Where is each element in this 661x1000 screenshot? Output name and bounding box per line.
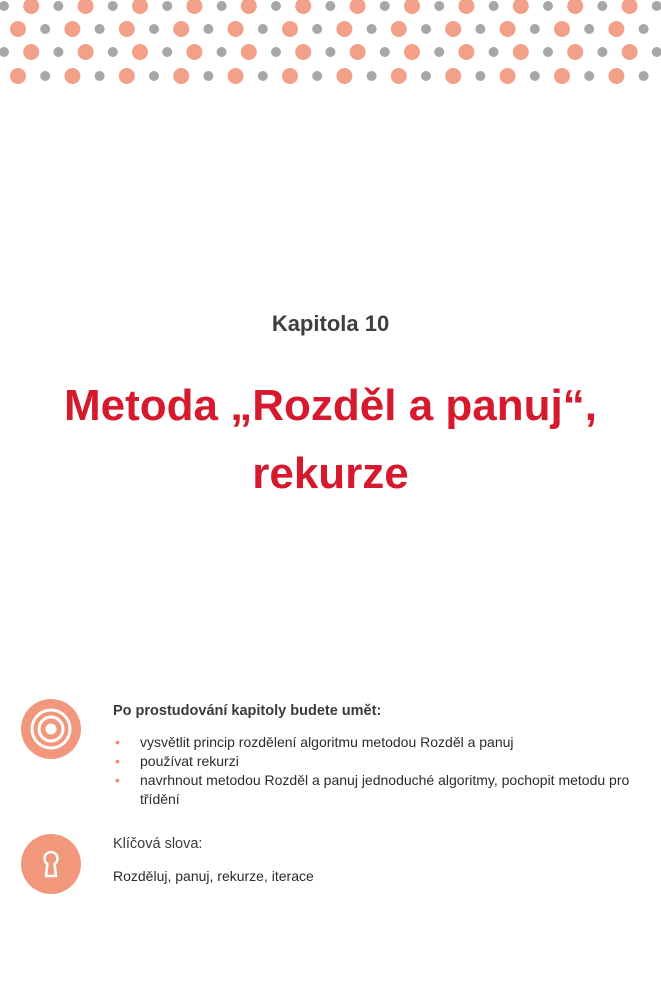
chapter-label: Kapitola 10 [271, 311, 390, 336]
decorative-dot [295, 44, 311, 60]
decorative-dot [597, 1, 607, 11]
keyhole-icon [21, 834, 81, 894]
decorative-dot [95, 71, 105, 81]
decorative-dot [282, 68, 298, 84]
decorative-dot [23, 0, 39, 14]
decorative-dot [391, 68, 407, 84]
decorative-dot [458, 44, 474, 60]
target-icon [21, 699, 81, 759]
decorative-dot [445, 68, 461, 84]
decorative-dot [622, 44, 638, 60]
decorative-dot [608, 68, 624, 84]
decorative-dot [530, 71, 540, 81]
decorative-dot [513, 44, 529, 60]
decorative-dot [500, 68, 516, 84]
decorative-dot [639, 24, 649, 34]
decorative-dot [203, 71, 213, 81]
decorative-dot [350, 0, 366, 14]
decorative-dot [554, 21, 570, 37]
decorative-dot [458, 0, 474, 14]
decorative-dot [271, 1, 281, 11]
chapter-title-line-2: rekurze [252, 449, 409, 498]
decorative-dot [108, 47, 118, 57]
decorative-dot [489, 47, 499, 57]
decorative-dot [543, 47, 553, 57]
decorative-dot [64, 21, 80, 37]
keywords-text: Rozděluj, panuj, rekurze, iterace [113, 868, 314, 884]
decorative-dot [258, 71, 268, 81]
decorative-dot [162, 1, 172, 11]
decorative-dot [78, 0, 94, 14]
decorative-dot [173, 21, 189, 37]
decorative-dot [64, 68, 80, 84]
decorative-dot [584, 24, 594, 34]
objectives-list [113, 733, 633, 809]
decorative-dot [434, 47, 444, 57]
decorative-dot [350, 44, 366, 60]
decorative-dot [543, 1, 553, 11]
decorative-dot [78, 44, 94, 60]
decorative-dot [597, 47, 607, 57]
decorative-dot [132, 0, 148, 14]
chapter-title-line-1: Metoda „Rozděl a panuj“, [64, 381, 597, 430]
decorative-dot [404, 0, 420, 14]
decorative-dot [228, 68, 244, 84]
decorative-dot [336, 21, 352, 37]
decorative-dot [554, 68, 570, 84]
decorative-dot [23, 44, 39, 60]
decorative-dot [10, 68, 26, 84]
decorative-dot [108, 1, 118, 11]
decorative-dot [608, 21, 624, 37]
list-item [113, 771, 633, 809]
decorative-dot [173, 68, 189, 84]
keywords-heading: Klíčová slova: [113, 836, 203, 852]
decorative-dot [391, 21, 407, 37]
decorative-dot [271, 47, 281, 57]
bullet-marker: • [115, 772, 120, 788]
decorative-dot [434, 1, 444, 11]
decorative-dot [149, 24, 159, 34]
decorative-dot [203, 24, 213, 34]
list-item [113, 752, 633, 771]
decorative-dot [652, 47, 661, 57]
decorative-dot [10, 21, 26, 37]
decorative-dot [119, 21, 135, 37]
decorative-dot [367, 24, 377, 34]
decorative-dot [312, 71, 322, 81]
decorative-dot [367, 71, 377, 81]
chapter-title [0, 372, 661, 508]
decorative-dot [0, 47, 9, 57]
decorative-dot [584, 71, 594, 81]
decorative-dot [475, 24, 485, 34]
decorative-dot [312, 24, 322, 34]
objective-text: navrhnout metodou Rozděl a panuj jednoduché algoritmy, pochopit metodu pro třídění [140, 772, 630, 807]
decorative-dot [475, 71, 485, 81]
decorative-dot [40, 71, 50, 81]
decorative-dot [0, 1, 9, 11]
decorative-dot [567, 44, 583, 60]
decorative-dot [404, 44, 420, 60]
decorative-dot [53, 47, 63, 57]
decorative-dot [500, 21, 516, 37]
bullet-marker: • [115, 734, 120, 750]
decorative-dot [325, 1, 335, 11]
decorative-dot [513, 0, 529, 14]
decorative-dot [53, 1, 63, 11]
decorative-dot [622, 0, 638, 14]
decorative-dot [186, 44, 202, 60]
decorative-dot [258, 24, 268, 34]
decorative-dot-pattern [0, 0, 661, 90]
decorative-dot [421, 71, 431, 81]
decorative-dot [217, 47, 227, 57]
decorative-dot [380, 1, 390, 11]
decorative-dot [241, 44, 257, 60]
objectives-heading: Po prostudování kapitoly budete umět: [113, 703, 382, 719]
decorative-dot [380, 47, 390, 57]
decorative-dot [217, 1, 227, 11]
bullet-marker: • [115, 753, 120, 769]
decorative-dot [119, 68, 135, 84]
decorative-dot [336, 68, 352, 84]
decorative-dot [149, 71, 159, 81]
decorative-dot [282, 21, 298, 37]
decorative-dot [132, 44, 148, 60]
decorative-dot [489, 1, 499, 11]
decorative-dot [567, 0, 583, 14]
list-item [113, 733, 633, 752]
decorative-dot [325, 47, 335, 57]
objective-text: vysvětlit princip rozdělení algoritmu metodou Rozděl a panuj [140, 734, 514, 750]
objective-text: používat rekurzi [140, 753, 239, 769]
decorative-dot [228, 21, 244, 37]
decorative-dot [162, 47, 172, 57]
decorative-dot [295, 0, 311, 14]
decorative-dot [639, 71, 649, 81]
decorative-dot [652, 1, 661, 11]
decorative-dot [445, 21, 461, 37]
decorative-dot [95, 24, 105, 34]
decorative-dot [421, 24, 431, 34]
decorative-dot [186, 0, 202, 14]
decorative-dot [241, 0, 257, 14]
decorative-dot [530, 24, 540, 34]
decorative-dot [40, 24, 50, 34]
